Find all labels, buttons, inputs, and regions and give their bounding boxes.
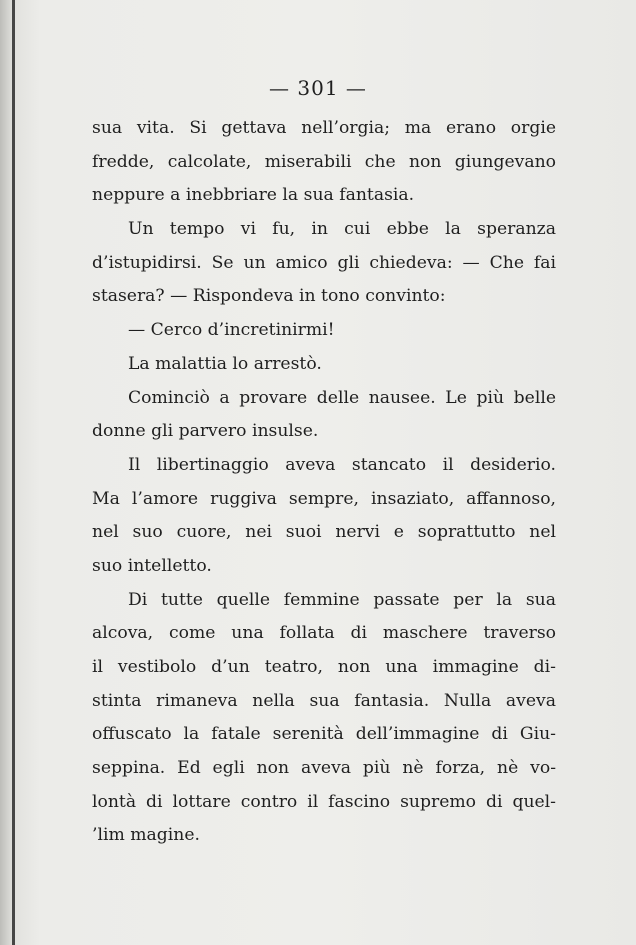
text-line: suo intelletto. [92, 555, 212, 576]
text-line: Il libertinaggio aveva stancato il desiderio. [128, 454, 556, 475]
text-line: sua vita. Si gettava nell’orgia; ma erano orgie [92, 118, 556, 138]
text-line: Di tutte quelle femmine passate per la sua [128, 589, 556, 610]
binding-shadow [0, 0, 12, 945]
text-line: Un tempo vi fu, in cui ebbe la speranza [128, 219, 556, 240]
text-line: Ma l’amore ruggiva sempre, insaziato, affannoso, [92, 488, 556, 509]
text-line: fredde, calcolate, miserabili che non giungevano [92, 151, 556, 172]
text-line: stasera? — Rispondeva in tono convinto: [92, 286, 446, 307]
text-line: donne gli parvero insulse. [92, 421, 319, 442]
text-line: — Cerco d’incretinirmi! [128, 320, 335, 341]
text-line: nel suo cuore, nei suoi nervi e soprattutto nel [92, 522, 556, 543]
page-number: — 301 — [269, 76, 367, 100]
text-line: La malattia lo arrestò. [128, 353, 322, 374]
text-line: stinta rimaneva nella sua fantasia. Nulla aveva [92, 690, 556, 711]
text-line: offuscato la fatale serenità dell’immagine di Giu- [92, 724, 556, 745]
text-line: ’lim magine. [92, 825, 200, 846]
text-line: lontà di lottare contro il fascino supremo di quel- [92, 791, 556, 812]
text-line: neppure a inebbriare la sua fantasia. [92, 185, 415, 206]
body-text [92, 112, 556, 853]
binding-edge [12, 0, 15, 945]
text-line: Cominciò a provare delle nausee. Le più belle [128, 387, 556, 408]
text-line: d’istupidirsi. Se un amico gli chiedeva: — Che fai [92, 252, 556, 273]
text-line: alcova, come una follata di maschere traverso [92, 623, 556, 644]
text-line: seppina. Ed egli non aveva più nè forza, nè vo- [92, 758, 556, 779]
text-line: il vestibolo d’un teatro, non una immagine di- [92, 657, 556, 677]
